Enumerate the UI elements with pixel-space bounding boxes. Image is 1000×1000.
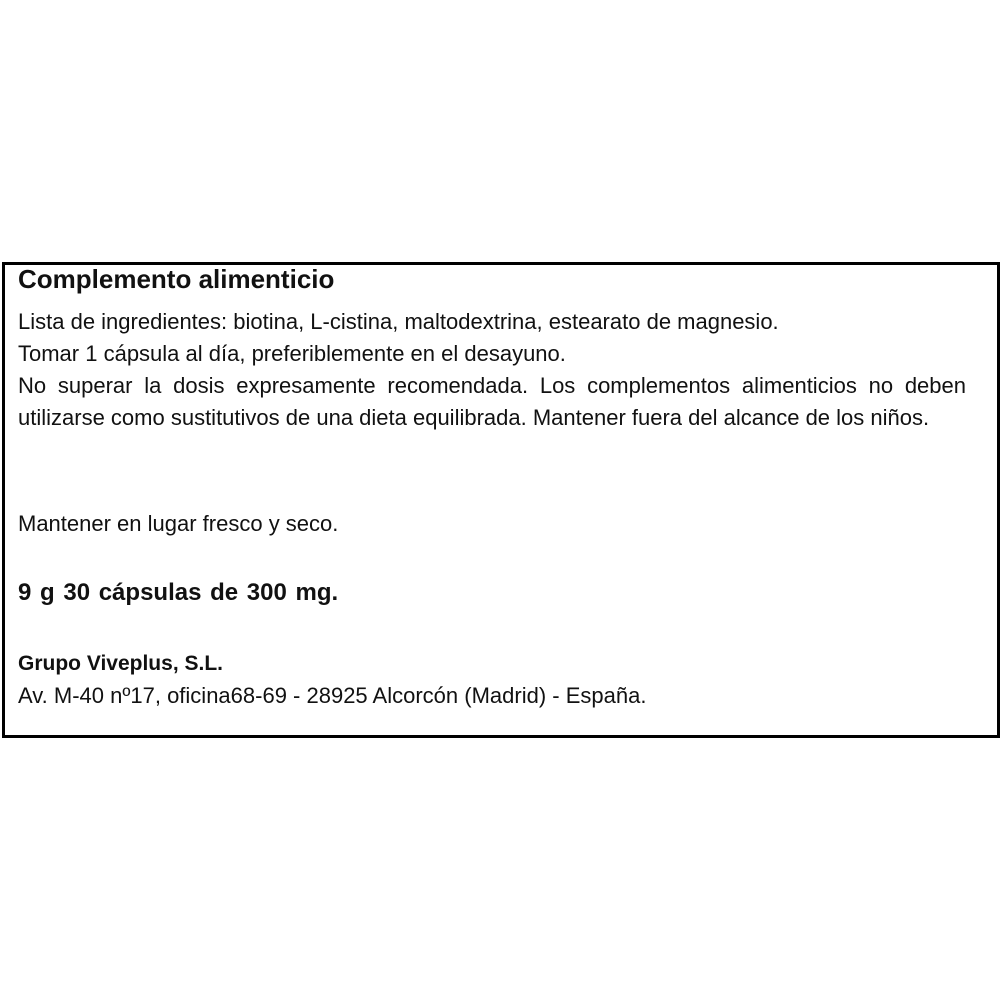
company-address: Av. M-40 nº17, oficina68-69 - 28925 Alcorcón (Madrid) - España. xyxy=(18,683,647,708)
label-title: Complemento alimenticio xyxy=(18,264,335,294)
warning-text: No superar la dosis expresamente recomendada. Los complementos alimenticios no deben utilizarse como sustitutivos de una dieta equilibrada. Mantener fuera del alcance de los niños. xyxy=(18,373,966,430)
net-content: 9 g 30 cápsulas de 300 mg. xyxy=(18,579,339,606)
company-name: Grupo Viveplus, S.L. xyxy=(18,652,223,675)
ingredients-list: Lista de ingredientes: biotina, L-cistina, maltodextrina, estearato de magnesio. xyxy=(18,309,779,334)
storage-instructions: Mantener en lugar fresco y seco. xyxy=(18,511,339,536)
dosage-instructions: Tomar 1 cápsula al día, preferiblemente en el desayuno. xyxy=(18,341,566,366)
